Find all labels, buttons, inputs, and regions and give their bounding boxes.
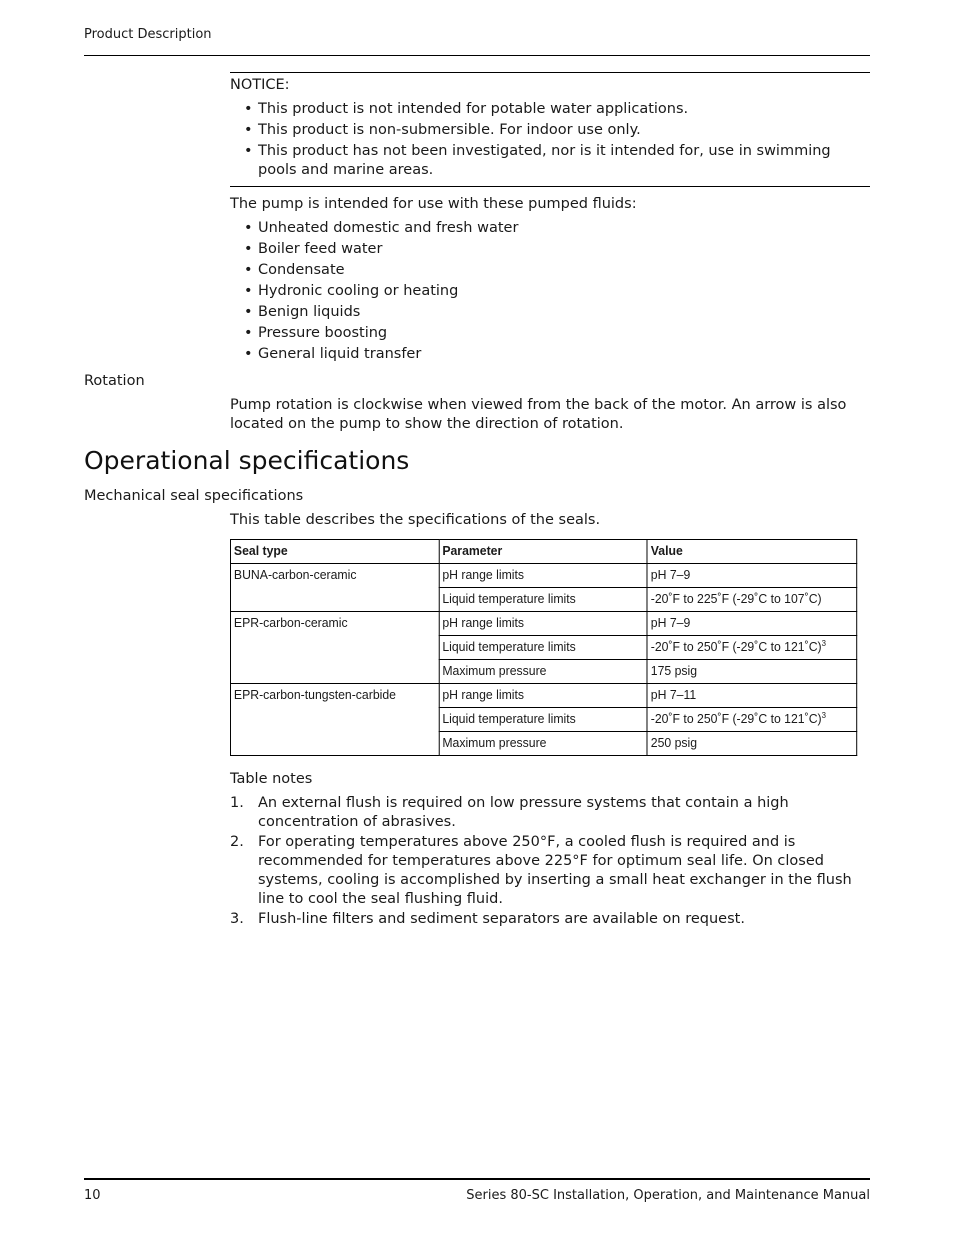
seal-spec-table <box>230 539 857 756</box>
parameter-cell: Maximum pressure <box>439 732 647 756</box>
section-title: Operational specifications <box>84 446 410 475</box>
table-row <box>230 612 856 636</box>
parameter-cell: Liquid temperature limits <box>439 636 647 660</box>
parameter-cell: Maximum pressure <box>439 660 647 684</box>
manual-title: Series 80-SC Installation, Operation, and Maintenance Manual <box>466 1188 870 1203</box>
note-item: 3. Flush-line filters and sediment separators are available on request. <box>230 911 745 927</box>
note-item: 1. An external flush is required on low pressure systems that contain a high concentration of abrasives. <box>230 795 789 830</box>
note-item: 2. For operating temperatures above 250°F, a cooled flush is required and is recommended for temperatures above 225°F for optimum seal life. On closed systems, cooling is accomplished by inserting a small heat exchanger in the flush line to cool the seal flushing fluid. <box>230 834 852 907</box>
fluid-item: • Benign liquids <box>244 303 870 322</box>
notice-bottom-rule <box>230 186 870 187</box>
notice-title: NOTICE: <box>230 77 290 93</box>
value-cell: pH 7–9 <box>647 564 856 588</box>
fluid-item: • Boiler feed water <box>244 240 870 259</box>
table-notes-list <box>230 794 870 930</box>
table-row <box>230 684 856 708</box>
notice-list <box>244 100 870 182</box>
parameter-cell: Liquid temperature limits <box>439 708 647 732</box>
value-cell: -20˚F to 250˚F (-29˚C to 121˚C)$^3$ <box>647 636 856 660</box>
footer-divider <box>84 1178 870 1180</box>
parameter-cell: Liquid temperature limits <box>439 588 647 612</box>
fluid-item: • General liquid transfer <box>244 345 870 364</box>
table-header-row <box>230 540 856 564</box>
notice-item: • This product is not intended for potable water applications. <box>244 100 870 119</box>
page-number: 10 <box>84 1188 101 1203</box>
rotation-text: Pump rotation is clockwise when viewed from the back of the motor. An arrow is also located on the pump to show the direction of rotation. <box>230 397 847 432</box>
seal-type-cell: EPR-carbon-tungsten-carbide <box>230 684 438 756</box>
parameter-cell: pH range limits <box>439 612 647 636</box>
fluid-item: • Unheated domestic and fresh water <box>244 219 870 238</box>
mechanical-seal-heading: Mechanical seal specifications <box>84 488 304 504</box>
footnote-ref: 3 <box>821 638 826 648</box>
value-cell: 175 psig <box>647 660 856 684</box>
notice-top-rule <box>230 72 870 73</box>
notice-item: • This product is non-submersible. For indoor use only. <box>244 121 870 140</box>
running-header: Product Description <box>84 27 212 42</box>
seal-type-cell: EPR-carbon-ceramic <box>230 612 438 684</box>
fluids-intro: The pump is intended for use with these pumped fluids: <box>230 196 637 212</box>
table-row <box>230 564 856 588</box>
fluid-item: • Pressure boosting <box>244 324 870 343</box>
value-cell: 250 psig <box>647 732 856 756</box>
table-notes-title: Table notes <box>230 771 313 787</box>
parameter-cell: pH range limits <box>439 564 647 588</box>
table-intro: This table describes the specifications of the seals. <box>230 512 601 528</box>
seal-type-cell: BUNA-carbon-ceramic <box>230 564 438 612</box>
rotation-heading: Rotation <box>84 373 145 389</box>
parameter-cell: pH range limits <box>439 684 647 708</box>
header-parameter: Parameter <box>439 540 647 564</box>
fluid-item: • Condensate <box>244 261 870 280</box>
header-divider <box>84 55 870 56</box>
value-cell: pH 7–11 <box>647 684 856 708</box>
value-cell: -20˚F to 225˚F (-29˚C to 107˚C) <box>647 588 856 612</box>
header-seal-type: Seal type <box>230 540 438 564</box>
fluids-list <box>244 219 870 366</box>
notice-item: • This product has not been investigated, nor is it intended for, use in swimming pools and marine areas. <box>244 142 870 180</box>
value-cell: -20˚F to 250˚F (-29˚C to 121˚C)$^3$ <box>647 708 856 732</box>
header-value: Value <box>647 540 856 564</box>
value-cell: pH 7–9 <box>647 612 856 636</box>
fluid-item: • Hydronic cooling or heating <box>244 282 870 301</box>
footnote-ref: 3 <box>821 710 826 720</box>
